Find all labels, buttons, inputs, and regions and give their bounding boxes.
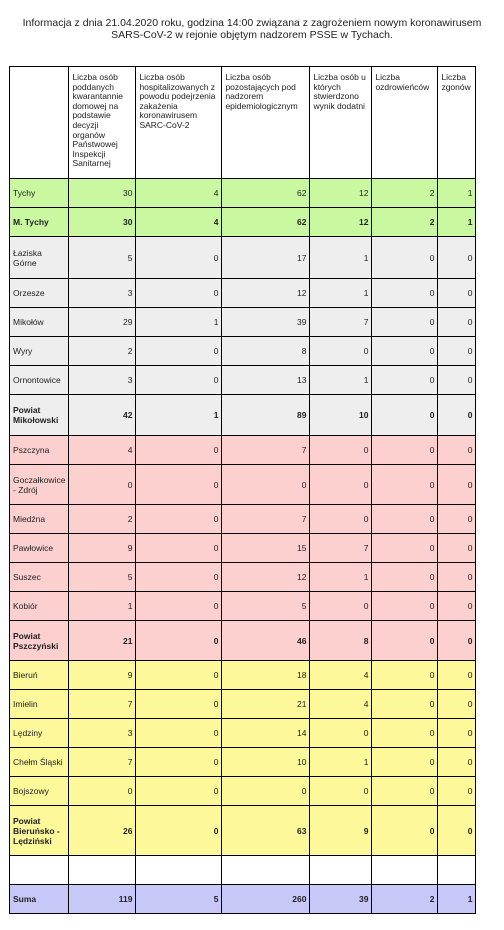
positive-cell: 12 — [310, 208, 372, 237]
table-row — [10, 208, 476, 237]
table-row — [10, 885, 476, 914]
region-name-cell: Chełm Śląski — [10, 748, 69, 777]
supervision-cell: 89 — [222, 395, 310, 436]
supervision-cell: 12 — [222, 279, 310, 308]
table-row — [10, 856, 476, 885]
recovered-cell: 2 — [372, 885, 438, 914]
positive-cell: 10 — [310, 395, 372, 436]
header-cell-deaths: Liczba zgonów — [438, 67, 476, 179]
header-cell-region — [10, 67, 69, 179]
deaths-cell — [438, 856, 476, 885]
table-row — [10, 806, 476, 856]
positive-cell: 1 — [310, 748, 372, 777]
deaths-cell: 0 — [438, 505, 476, 534]
deaths-cell: 0 — [438, 621, 476, 661]
recovered-cell: 0 — [372, 465, 438, 505]
region-name-cell: Pszczyna — [10, 436, 69, 465]
hospitalized-cell: 0 — [136, 279, 222, 308]
deaths-cell: 0 — [438, 690, 476, 719]
region-name-cell: Miedźna — [10, 505, 69, 534]
hospitalized-cell: 0 — [136, 534, 222, 563]
hospitalized-cell: 0 — [136, 465, 222, 505]
supervision-cell: 46 — [222, 621, 310, 661]
region-name-cell: Orzesze — [10, 279, 69, 308]
deaths-cell: 0 — [438, 661, 476, 690]
recovered-cell: 0 — [372, 337, 438, 366]
supervision-cell: 0 — [222, 777, 310, 806]
quarantine-cell: 2 — [69, 337, 136, 366]
recovered-cell: 0 — [372, 592, 438, 621]
recovered-cell: 0 — [372, 748, 438, 777]
region-name-cell — [10, 856, 69, 885]
positive-cell: 39 — [310, 885, 372, 914]
quarantine-cell: 30 — [69, 208, 136, 237]
table-row — [10, 279, 476, 308]
region-name-cell: Pawłowice — [10, 534, 69, 563]
deaths-cell: 0 — [438, 748, 476, 777]
quarantine-cell: 9 — [69, 534, 136, 563]
recovered-cell — [372, 856, 438, 885]
quarantine-cell: 119 — [69, 885, 136, 914]
positive-cell: 0 — [310, 505, 372, 534]
recovered-cell: 0 — [372, 777, 438, 806]
positive-cell: 9 — [310, 806, 372, 856]
table-row — [10, 337, 476, 366]
table-row — [10, 777, 476, 806]
hospitalized-cell: 1 — [136, 395, 222, 436]
deaths-cell: 0 — [438, 366, 476, 395]
table-header-row — [10, 67, 476, 179]
table-row — [10, 719, 476, 748]
recovered-cell: 0 — [372, 308, 438, 337]
recovered-cell: 0 — [372, 279, 438, 308]
deaths-cell: 0 — [438, 592, 476, 621]
hospitalized-cell: 0 — [136, 592, 222, 621]
page-title — [0, 0, 504, 40]
hospitalized-cell: 0 — [136, 337, 222, 366]
positive-cell — [310, 856, 372, 885]
hospitalized-cell: 0 — [136, 719, 222, 748]
quarantine-cell: 3 — [69, 719, 136, 748]
deaths-cell: 0 — [438, 279, 476, 308]
quarantine-cell: 42 — [69, 395, 136, 436]
supervision-cell: 18 — [222, 661, 310, 690]
quarantine-cell: 4 — [69, 436, 136, 465]
deaths-cell: 0 — [438, 465, 476, 505]
supervision-cell: 5 — [222, 592, 310, 621]
supervision-cell: 0 — [222, 465, 310, 505]
recovered-cell: 0 — [372, 690, 438, 719]
deaths-cell: 1 — [438, 885, 476, 914]
deaths-cell: 1 — [438, 179, 476, 208]
deaths-cell: 0 — [438, 534, 476, 563]
header-cell-quarantine: Liczba osób poddanych kwarantannie domowej na podstawie decyzji organów Państwowej Inspekcji Sanitarnej — [69, 67, 136, 179]
positive-cell: 1 — [310, 563, 372, 592]
supervision-cell: 10 — [222, 748, 310, 777]
deaths-cell: 0 — [438, 563, 476, 592]
table-row — [10, 308, 476, 337]
hospitalized-cell: 1 — [136, 308, 222, 337]
supervision-cell: 17 — [222, 237, 310, 279]
deaths-cell: 0 — [438, 806, 476, 856]
region-name-cell: M. Tychy — [10, 208, 69, 237]
positive-cell: 4 — [310, 661, 372, 690]
supervision-cell: 13 — [222, 366, 310, 395]
hospitalized-cell: 0 — [136, 748, 222, 777]
title-line-1: Informacja z dnia 21.04.2020 roku, godzina 14:00 związana z zagrożeniem nowym koronawirusem — [22, 17, 482, 29]
hospitalized-cell: 0 — [136, 505, 222, 534]
quarantine-cell: 7 — [69, 690, 136, 719]
hospitalized-cell: 0 — [136, 777, 222, 806]
positive-cell: 1 — [310, 237, 372, 279]
deaths-cell: 0 — [438, 395, 476, 436]
supervision-cell — [222, 856, 310, 885]
supervision-cell: 21 — [222, 690, 310, 719]
hospitalized-cell: 4 — [136, 179, 222, 208]
table-row — [10, 505, 476, 534]
positive-cell: 12 — [310, 179, 372, 208]
hospitalized-cell: 0 — [136, 563, 222, 592]
region-name-cell: Lędziny — [10, 719, 69, 748]
quarantine-cell: 5 — [69, 563, 136, 592]
positive-cell: 0 — [310, 719, 372, 748]
region-name-cell: Powiat Bieruńsko - Lędziński — [10, 806, 69, 856]
supervision-cell: 260 — [222, 885, 310, 914]
positive-cell: 0 — [310, 436, 372, 465]
recovered-cell: 0 — [372, 621, 438, 661]
recovered-cell: 0 — [372, 719, 438, 748]
supervision-cell: 62 — [222, 208, 310, 237]
positive-cell: 4 — [310, 690, 372, 719]
region-name-cell: Suszec — [10, 563, 69, 592]
quarantine-cell: 3 — [69, 279, 136, 308]
positive-cell: 7 — [310, 534, 372, 563]
recovered-cell: 0 — [372, 366, 438, 395]
hospitalized-cell: 0 — [136, 690, 222, 719]
region-name-cell: Kobiór — [10, 592, 69, 621]
region-name-cell: Imielin — [10, 690, 69, 719]
quarantine-cell: 2 — [69, 505, 136, 534]
table-row — [10, 690, 476, 719]
table-body — [10, 179, 476, 914]
region-name-cell: Łaziska Górne — [10, 237, 69, 279]
table-row — [10, 592, 476, 621]
region-name-cell: Goczałkowice - Zdrój — [10, 465, 69, 505]
positive-cell: 1 — [310, 366, 372, 395]
table-row — [10, 661, 476, 690]
region-name-cell: Bojszowy — [10, 777, 69, 806]
quarantine-cell — [69, 856, 136, 885]
hospitalized-cell: 5 — [136, 885, 222, 914]
region-name-cell: Wyry — [10, 337, 69, 366]
recovered-cell: 0 — [372, 395, 438, 436]
quarantine-cell: 29 — [69, 308, 136, 337]
table-row — [10, 366, 476, 395]
positive-cell: 0 — [310, 592, 372, 621]
region-name-cell: Tychy — [10, 179, 69, 208]
hospitalized-cell: 0 — [136, 806, 222, 856]
table-row — [10, 563, 476, 592]
deaths-cell: 0 — [438, 337, 476, 366]
region-name-cell: Mikołów — [10, 308, 69, 337]
recovered-cell: 2 — [372, 208, 438, 237]
table-row — [10, 436, 476, 465]
recovered-cell: 0 — [372, 806, 438, 856]
hospitalized-cell: 0 — [136, 237, 222, 279]
table-row — [10, 621, 476, 661]
positive-cell: 0 — [310, 777, 372, 806]
quarantine-cell: 21 — [69, 621, 136, 661]
header-cell-supervision: Liczba osób pozostających pod nadzorem epidemiologicznym — [222, 67, 310, 179]
table-row — [10, 748, 476, 777]
supervision-cell: 12 — [222, 563, 310, 592]
supervision-cell: 7 — [222, 436, 310, 465]
deaths-cell: 0 — [438, 308, 476, 337]
supervision-cell: 63 — [222, 806, 310, 856]
positive-cell: 0 — [310, 337, 372, 366]
quarantine-cell: 0 — [69, 777, 136, 806]
quarantine-cell: 7 — [69, 748, 136, 777]
table-row — [10, 465, 476, 505]
recovered-cell: 0 — [372, 563, 438, 592]
region-name-cell: Powiat Pszczyński — [10, 621, 69, 661]
table-row — [10, 179, 476, 208]
quarantine-cell: 5 — [69, 237, 136, 279]
supervision-cell: 62 — [222, 179, 310, 208]
recovered-cell: 0 — [372, 534, 438, 563]
header-cell-positive: Liczba osób u których stwierdzono wynik dodatni — [310, 67, 372, 179]
recovered-cell: 0 — [372, 436, 438, 465]
deaths-cell: 0 — [438, 719, 476, 748]
positive-cell: 8 — [310, 621, 372, 661]
hospitalized-cell: 0 — [136, 436, 222, 465]
header-cell-hospitalized: Liczba osób hospitalizowanych z powodu podejrzenia zakażenia koronawirusem SARC-CoV-2 — [136, 67, 222, 179]
hospitalized-cell: 0 — [136, 366, 222, 395]
quarantine-cell: 3 — [69, 366, 136, 395]
recovered-cell: 2 — [372, 179, 438, 208]
header-cell-recovered: Liczba ozdrowieńców — [372, 67, 438, 179]
supervision-cell: 8 — [222, 337, 310, 366]
title-line-2: SARS-CoV-2 w rejonie objętym nadzorem PSSE w Tychach. — [111, 29, 393, 41]
supervision-cell: 7 — [222, 505, 310, 534]
supervision-cell: 15 — [222, 534, 310, 563]
recovered-cell: 0 — [372, 661, 438, 690]
region-name-cell: Powiat Mikołowski — [10, 395, 69, 436]
region-name-cell: Bieruń — [10, 661, 69, 690]
deaths-cell: 0 — [438, 436, 476, 465]
hospitalized-cell: 0 — [136, 661, 222, 690]
deaths-cell: 0 — [438, 237, 476, 279]
deaths-cell: 1 — [438, 208, 476, 237]
hospitalized-cell — [136, 856, 222, 885]
deaths-cell: 0 — [438, 777, 476, 806]
recovered-cell: 0 — [372, 505, 438, 534]
quarantine-cell: 30 — [69, 179, 136, 208]
quarantine-cell: 9 — [69, 661, 136, 690]
hospitalized-cell: 4 — [136, 208, 222, 237]
supervision-cell: 14 — [222, 719, 310, 748]
table-row — [10, 534, 476, 563]
region-name-cell: Suma — [10, 885, 69, 914]
covid-statistics-table — [9, 66, 476, 914]
region-name-cell: Ornontowice — [10, 366, 69, 395]
recovered-cell: 0 — [372, 237, 438, 279]
table-row — [10, 395, 476, 436]
quarantine-cell: 26 — [69, 806, 136, 856]
quarantine-cell: 0 — [69, 465, 136, 505]
supervision-cell: 39 — [222, 308, 310, 337]
table-row — [10, 237, 476, 279]
quarantine-cell: 1 — [69, 592, 136, 621]
positive-cell: 7 — [310, 308, 372, 337]
positive-cell: 0 — [310, 465, 372, 505]
hospitalized-cell: 0 — [136, 621, 222, 661]
positive-cell: 1 — [310, 279, 372, 308]
